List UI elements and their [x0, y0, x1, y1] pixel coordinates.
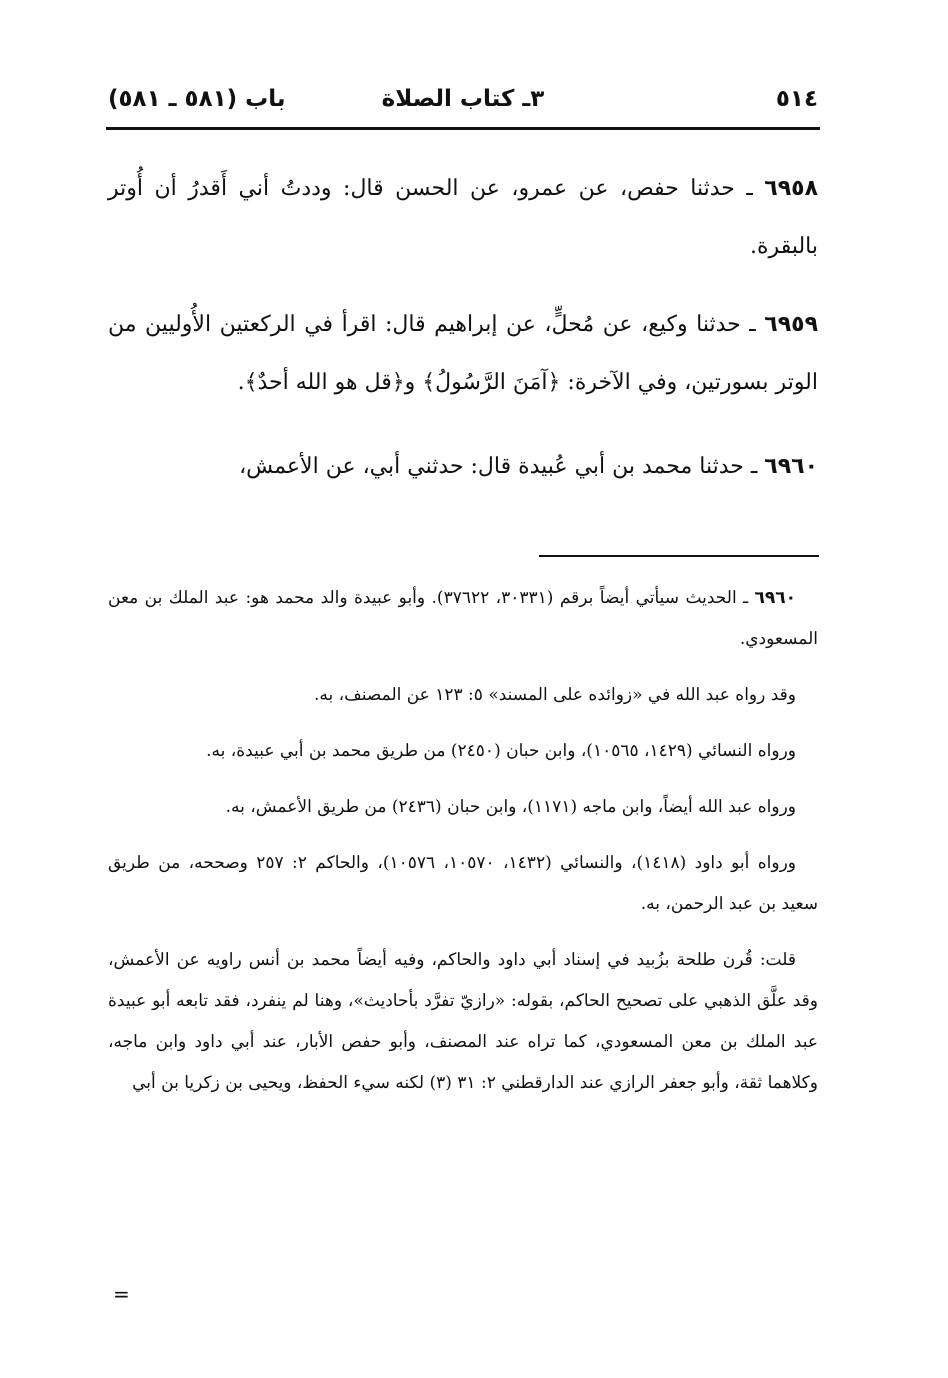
footnotes — [108, 578, 818, 1104]
main-text — [108, 160, 818, 516]
footnote-paragraph: ورواه النسائي (١٤٢٩، ١٠٥٦٥)، وابن حبان (٢٤٥٠) من طريق محمد بن أبي عبيدة، به. — [206, 741, 796, 761]
hadith-number: ٦٩٥٩ — [764, 312, 818, 337]
footnote-paragraph: ورواه أبو داود (١٤١٨)، والنسائي (١٤٣٢، ١٠٥٧٠، ١٠٥٧٦)، والحاكم ٢: ٢٥٧ وصححه، من طريق سعيد بن عبد الرحمن، به. — [108, 853, 818, 914]
hadith-text: ـ حدثنا وكيع، عن مُحلٍّ، عن إبراهيم قال: اقرأ في الركعتين الأُوليين من الوتر بسورتين، وفي الآخرة: ﴿آمَنَ الرَّسُولُ﴾ و﴿قل هو الله أحدٌ﴾. — [108, 312, 818, 395]
hadith-number: ٦٩٥٨ — [764, 176, 818, 201]
hadith-paragraph — [108, 438, 818, 496]
chapter-title: باب (٥٨١ ـ ٥٨١) — [108, 86, 286, 112]
hadith-text: ـ حدثنا حفص، عن عمرو، عن الحسن قال: وددتُ أني أَقدرُ أن أُوتر بالبقرة. — [108, 176, 818, 259]
header-rule — [106, 127, 820, 130]
book-title: ٣ـ كتاب الصلاة — [381, 86, 545, 112]
footnote-paragraph — [108, 578, 818, 660]
hadith-paragraph — [108, 160, 818, 276]
hadith-text: ـ حدثنا محمد بن أبي عُبيدة قال: حدثني أبي، عن الأعمش، — [239, 454, 765, 479]
page-number: ٥١٤ — [775, 86, 818, 112]
footnote-number: ٦٩٦٠ — [754, 588, 797, 608]
footnote-paragraph: قلت: قُرن طلحة بزُبيد في إسناد أبي داود والحاكم، وفيه أيضاً محمد بن أنس راويه عن الأعمش، وقد علَّق الذهبي على تصحيح الحاكم، بقوله: «رازيّ تفرَّد بأحاديث»، وهنا لم ينفرد، فقد تابعه أبو عبيدة عبد الملك بن معن المسعودي، كما تراه عند المصنف، وأبو حفص الأبار، عند أبي داود وابن ماجه، وكلاهما ثقة، وأبو جعفر الرازي عند الدارقطني ٢: ٣١ (٣) لكنه سيء الحفظ، ويحيى بن زكريا بن أبي — [108, 950, 818, 1093]
hadith-paragraph — [108, 296, 818, 412]
footnote-paragraph: ورواه عبد الله أيضاً، وابن ماجه (١١٧١)، وابن حبان (٢٤٣٦) من طريق الأعمش، به. — [225, 797, 796, 817]
footnote-paragraph: وقد رواه عبد الله في «زوائده على المسند» ٥: ١٢٣ عن المصنف، به. — [314, 685, 796, 705]
page-header — [106, 78, 820, 122]
continuation-mark: = — [113, 1282, 130, 1306]
footnote-text: ـ الحديث سيأتي أيضاً برقم (٣٠٣٣١، ٣٧٦٢٢). وأبو عبيدة والد محمد هو: عبد الملك بن معن المسعودي. — [108, 588, 818, 649]
footnote-rule — [539, 555, 819, 557]
hadith-number: ٦٩٦٠ — [764, 454, 818, 479]
